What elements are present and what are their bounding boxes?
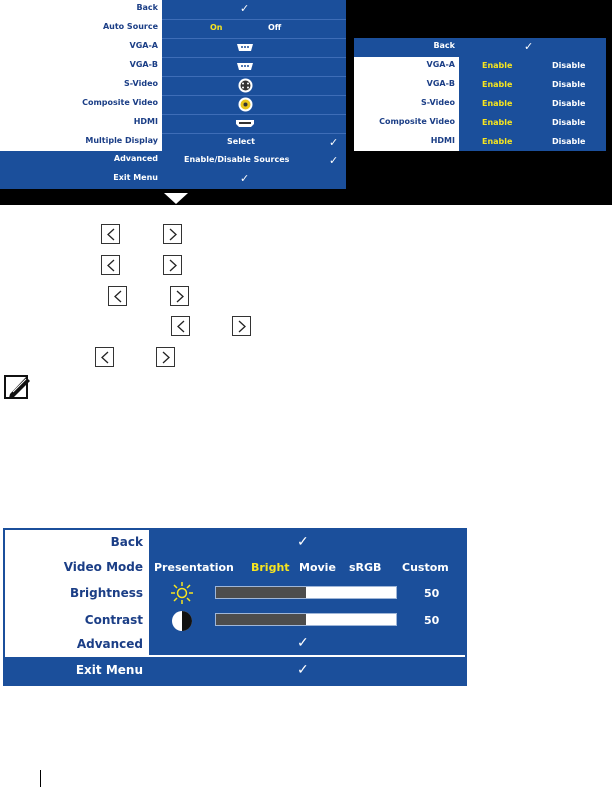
video-mode-option-custom[interactable]: Custom [402,561,449,574]
video-mode-option-bright[interactable]: Bright [251,561,290,574]
left-arrow-key-icon [108,286,127,306]
left-arrow-key-icon [171,316,190,336]
disable-option[interactable]: Disable [552,99,586,108]
enable-option[interactable]: Enable [482,137,513,146]
row-label: VGA-B [129,60,158,69]
row-label: VGA-B [426,79,455,88]
check-icon: ✓ [329,137,339,149]
row-label: Brightness [69,586,143,600]
submenu-row-composite-video [354,114,606,133]
menu-row-exit-menu[interactable] [0,170,346,189]
menu-row-hdmi[interactable] [0,114,346,133]
right-arrow-key-icon [163,224,182,244]
scroll-down-arrow-icon[interactable] [164,193,188,204]
menu-row-back[interactable] [5,530,465,555]
row-label: Auto Source [102,22,158,31]
row-label: Back [433,41,455,50]
check-icon: ✓ [297,661,309,677]
video-mode-option-presentation[interactable]: Presentation [154,561,234,574]
brightness-slider-fill [216,587,306,598]
menu-row-exit-menu[interactable] [3,657,465,684]
enable-option[interactable]: Enable [482,61,513,70]
page-footer-rule [40,770,41,787]
row-label: Advanced [113,154,158,163]
multiple-display-value: Select [227,137,255,146]
row-label: Video Mode [63,560,143,574]
s-video-connector-icon [238,78,253,93]
right-arrow-key-icon [156,347,175,367]
submenu-row-s-video [354,95,606,114]
menu-row-advanced[interactable] [0,151,346,170]
check-icon: ✓ [240,173,250,185]
menu-row-advanced[interactable] [5,632,465,657]
advanced-value: Enable/Disable Sources [184,155,290,164]
row-label: Advanced [76,637,143,651]
enable-option[interactable]: Enable [482,118,513,127]
submenu-row-vga-b [354,76,606,95]
menu-row-vga-b[interactable] [0,57,346,76]
contrast-icon [170,609,194,633]
row-label: Contrast [84,613,143,627]
contrast-slider[interactable] [215,613,397,626]
right-arrow-key-icon [170,286,189,306]
menu-row-back[interactable] [0,0,346,19]
vga-connector-icon [236,62,254,71]
brightness-value: 50 [424,587,440,600]
enable-option[interactable]: Enable [482,80,513,89]
menu-row-s-video[interactable] [0,76,346,95]
right-arrow-key-icon [163,255,182,275]
row-label: Multiple Display [85,136,158,145]
left-arrow-key-icon [101,224,120,244]
contrast-value: 50 [424,614,440,627]
menu-row-vga-a[interactable] [0,38,346,57]
vga-connector-icon [236,43,254,52]
menu-row-contrast [5,608,465,633]
video-mode-option-movie[interactable]: Movie [299,561,336,574]
disable-option[interactable]: Disable [552,80,586,89]
menu-row-multiple-display[interactable] [0,133,346,152]
note-pencil-icon [4,374,32,400]
menu-row-composite-video[interactable] [0,95,346,114]
row-label: HDMI [133,117,158,126]
row-label: Back [110,535,143,549]
right-arrow-key-icon [232,316,251,336]
submenu-row-hdmi [354,133,606,152]
disable-option[interactable]: Disable [552,61,586,70]
disable-option[interactable]: Disable [552,137,586,146]
menu-row-auto-source[interactable] [0,19,346,38]
row-label: VGA-A [129,41,158,50]
row-label: Exit Menu [113,173,158,182]
row-label: VGA-A [426,60,455,69]
disable-option[interactable]: Disable [552,118,586,127]
video-mode-option-srgb[interactable]: sRGB [349,561,382,574]
row-label: Composite Video [82,98,158,107]
submenu-row-vga-a [354,57,606,76]
menu-row-video-mode [5,555,465,580]
row-label: HDMI [430,136,455,145]
brightness-slider[interactable] [215,586,397,599]
auto-source-on-option[interactable]: On [210,23,223,32]
check-icon: ✓ [240,3,250,15]
composite-connector-icon [238,97,253,112]
check-icon: ✓ [329,155,339,167]
check-icon: ✓ [297,634,309,650]
menu-row-brightness [5,581,465,606]
submenu-row-back[interactable] [354,38,606,57]
check-icon: ✓ [524,41,534,53]
check-icon: ✓ [297,533,309,549]
contrast-slider-fill [216,614,306,625]
sun-icon [170,581,194,605]
hdmi-connector-icon [236,120,254,127]
row-label: Exit Menu [75,663,143,677]
row-label: Back [136,3,158,12]
enable-option[interactable]: Enable [482,99,513,108]
row-label: S-Video [124,79,158,88]
left-arrow-key-icon [101,255,120,275]
auto-source-off-option[interactable]: Off [268,23,282,32]
row-label: S-Video [421,98,455,107]
left-arrow-key-icon [95,347,114,367]
row-label: Composite Video [379,117,455,126]
